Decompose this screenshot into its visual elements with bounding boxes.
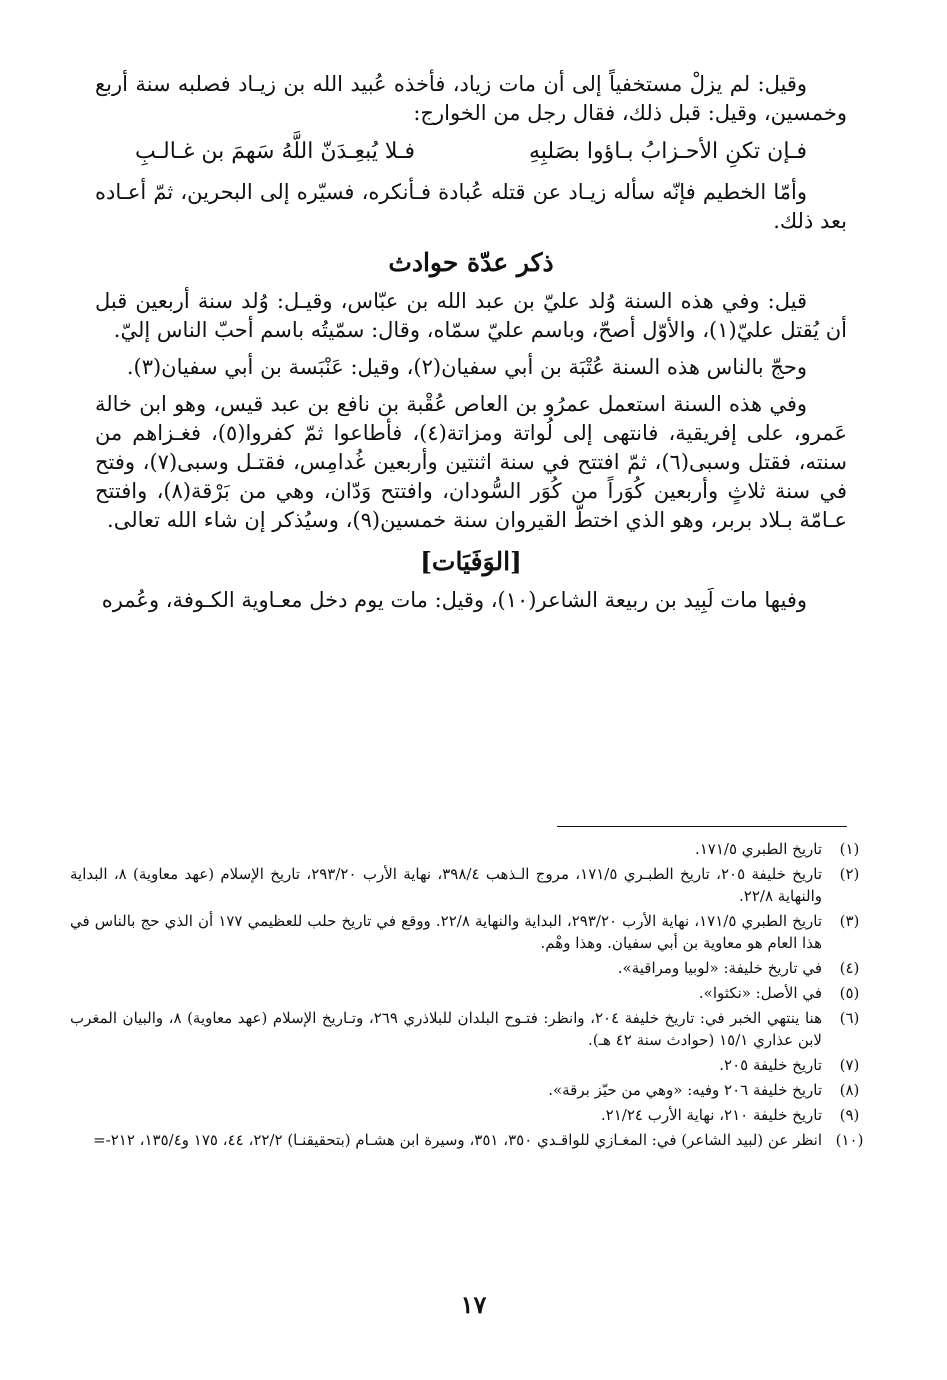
footnote-number: (١٠) [835, 1131, 864, 1149]
footnote-text: تاريخ الطبري ١٧١/٥، نهاية الأرب ٢٩٣/٢٠، البداية والنهاية ٢٢/٨. ووقع في تاريخ حلب للعظيمي ١٧٧ أن الذي حج بالناس في هذا العام هو معاوية بن أبي سفيان. وهذا وهْم. [70, 912, 823, 952]
footnote-text: تاريخ الطبري ١٧١/٥. [694, 840, 822, 858]
paragraph-intro: وقيل: لم يزلْ مستخفياً إلى أن مات زياد، فأخذه عُبيد الله بن زيـاد فصلبه سنة أربع وخمسين، وقيل: قبل ذلك، فقال رجل من الخوارج: [95, 72, 847, 125]
footnote [70, 1007, 877, 1051]
poem-verse [135, 136, 807, 168]
footnote-number: (٤) [839, 959, 860, 977]
page-number: ١٧ [460, 1290, 487, 1319]
footnote [70, 1054, 877, 1076]
footnote-number: (٦) [839, 1009, 860, 1027]
paragraph-labid: وفيها مات لَبِيد بن ربيعة الشاعر(١٠)، وقيل: مات يوم دخل معـاوية الكـوفة، وعُمره [101, 588, 807, 612]
main-text [95, 70, 847, 623]
footnote-number: (٨) [839, 1081, 860, 1099]
footnote-text: تاريخ خليفة ٢٠٥، تاريخ الطبـري ١٧١/٥، مروج الـذهب ٣٩٨/٤، نهاية الأرب ٢٩٣/٢٠، تاريخ الإسلام (عهد معاوية) ٨، البداية والنهاية ٢٢/٨. [70, 865, 822, 905]
footnote-number: (٢) [839, 865, 860, 883]
footnote [70, 982, 877, 1004]
footnote-text: تاريخ خليفة ٢١٠، نهاية الأرب ٢١/٢٤. [600, 1106, 822, 1124]
footnote-number: (١) [839, 840, 860, 858]
footnote-number: (٥) [839, 984, 860, 1002]
footnote [70, 910, 877, 954]
section-heading: ذكر عدّة حوادث [388, 248, 554, 277]
footnote-text: في تاريخ خليفة: «لوبيا ومراقية». [617, 959, 822, 977]
footnote-number: (٧) [839, 1056, 860, 1074]
footnote [70, 1104, 877, 1126]
footnote-text: انظر عن (لبيد الشاعر) في: المغـازي للواقـدي ٣٥٠، ٣٥١، وسيرة ابن هشـام (بتحقيقنـا) ٢٢/٢، ٤٤، ١٧٥ و١٣٥/٤، ٢١٢-= [93, 1131, 822, 1149]
paragraph-ifriqiya: وفي هذه السنة استعمل عمرُو بن العاص عُقْبة بن نافع بن عبد قيس، وهو ابن خالة عَمرو، على إفريقية، فانتهى إلى لُواتة ومزاتة(٤)، فأطاعوا ثمّ كفروا(٥)، فغـزاهم من سنته، فقتل وسبى(٦)، ثمّ افتتح في سنة اثنتين وأربعين غُدامِس، فقتـل وسبى(٧)، وفتح في سنة ثلاثٍ وأربعين كُوَراً من كُوَر السُّودان، وافتتح وَدّان، وهي من بَرْقة(٨)، وافتتح عـامّة بـلاد بربر، وهو الذي اختطّ القيروان سنة خمسين(٩)، وسيُذكر إن شاء الله تعالى. [95, 392, 847, 532]
footnote [70, 863, 877, 907]
verse-hemistich-first: فـإن تكنِ الأحـزابُ بـاؤوا بصَلبِهِ [528, 139, 807, 164]
footnote-number: (٣) [839, 912, 860, 930]
footnote-number: (٩) [839, 1106, 860, 1124]
wafayat-heading: [الوَفَيَات] [420, 547, 522, 576]
footnote [70, 957, 877, 979]
footnote-text: تاريخ خليفة ٢٠٦ وفيه: «وهي من حيّز برقة». [548, 1081, 822, 1099]
footnote [70, 1079, 877, 1101]
footnote-text: تاريخ خليفة ٢٠٥. [719, 1056, 822, 1074]
paragraph-birth: قيل: وفي هذه السنة وُلد عليّ بن عبد الله بن عبّاس، وقيـل: وُلد سنة أربعين قبل أن يُقتل عليّ(١)، والأوّل أصحّ، وباسم عليّ سمّاه، وقال: سمّيتُه باسم أحبّ الناس إليّ. [95, 289, 847, 342]
footnote-text: هنا ينتهي الخبر في: تاريخ خليفة ٢٠٤، وانظر: فتـوح البلدان للبلاذري ٢٦٩، وتـاريخ الإسلام (عهد معاوية) ٨، والبيان المغرب لابن عذاري ١٥/١ (حوادث سنة ٤٢ هـ). [70, 1009, 822, 1049]
footnote-text: في الأصل: «نكثوا». [698, 984, 822, 1002]
verse-hemistich-second: فـلا يُبعِـدَنّ اللَّهُ سَهمَ بن غـالـبِ [135, 139, 415, 164]
footnote [70, 1129, 877, 1151]
footnote [70, 838, 877, 860]
footnotes [70, 838, 877, 1154]
paragraph-khatim: وأمّا الخطيم فإنّه سأله زيـاد عن قتله عُبادة فـأنكره، فسيّره إلى البحرين، ثمّ أعـاده بعد ذلك. [95, 180, 847, 233]
paragraph-hajj: وحجّ بالناس هذه السنة عُتْبَة بن أبي سفيان(٢)، وقيل: عَنْبَسة بن أبي سفيان(٣). [126, 355, 807, 379]
footnote-separator [557, 826, 847, 827]
